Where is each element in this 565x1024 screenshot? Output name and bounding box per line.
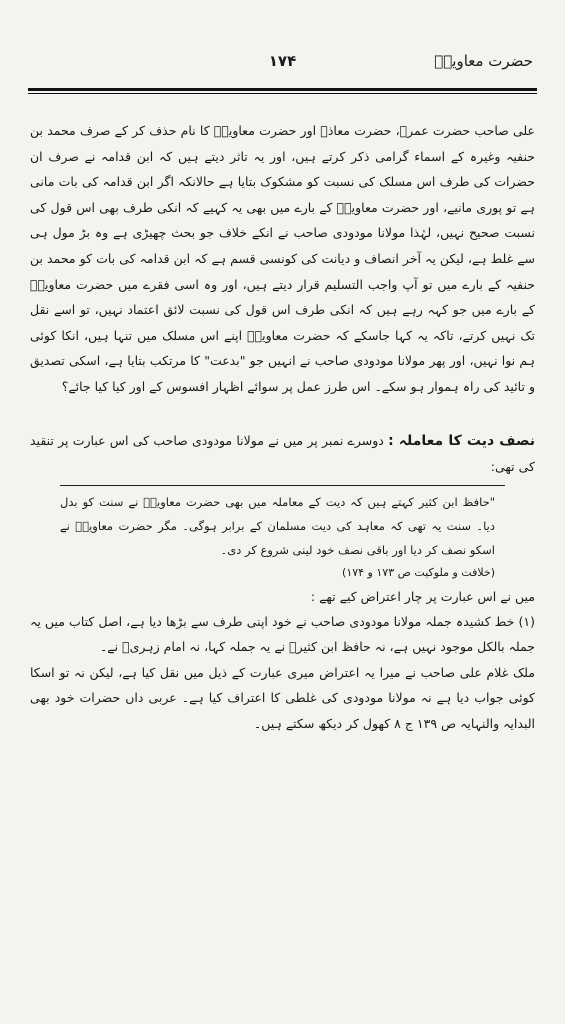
objections-intro: میں نے اس عبارت پر چار اعتراض کیے تھے : xyxy=(310,588,535,604)
block-quote: "حافظ ابن کثیر کہتے ہیں کہ دیت کے معاملہ میں بھی حضرت معاویہؓ نے سنت کو بدل دیا۔ سنت یہ تھی کہ معاہد کی دیت مسلمان کے برابر ہوگی۔ مگر حضرت معاویہؓ نے اسکو نصف کر دیا اور باقی نصف خود لینی شروع کر دی۔ xyxy=(60,494,495,557)
running-title: حضرت معاویہؓ xyxy=(434,52,533,70)
quote-source: (خلافت و ملوکیت ص ۱۷۳ و ۱۷۴) xyxy=(342,565,495,579)
quote-rule xyxy=(60,485,505,486)
page-number: ۱۷۴ xyxy=(268,52,297,70)
paragraph: ملک غلام علی صاحب نے میرا یہ اعتراض میری عبارت کے ذیل میں نقل کیا ہے، لیکن نہ تو اسکا کوئی جواب دیا ہے نہ مولانا مودودی کی غلطی کا اعتراف کیا ہے۔ عربی داں حضرات خود بھی البدایہ والنہایہ ص ۱۳۹ ج ۸ کھول کر دیکھ سکتے ہیں۔ xyxy=(30,664,535,731)
header-rule-thin xyxy=(28,93,537,94)
paragraph: علی صاحب حضرت عمرؓ، حضرت معاذؓ اور حضرت معاویہؓ کا نام حذف کر کے صرف محمد بن حنفیہ وغیرہ کے اسماء گرامی ذکر کرتے ہیں، اور یہ تاثر دیتے ہیں کہ ابن قدامہ نے صرف ان حضرات کی طرف اس مسلک کی نسبت کو مشکوک بتایا ہے حالانکہ اگر ابن قدامہ کی بات مانی ہے تو پوری مانیے، اور حضرت معاویہؓ کے بارے میں بھی یہ کہیے کہ انکی طرف بھی اس قول کی نسبت صحیح نہیں، لہٰذا مولانا مودودی صاحب نے انکے خلاف جو بحث چھیڑی ہے وہ بڑ مول ہی سے غلط ہے، لیکن یہ آخر انصاف و دیانت کی کونسی قسم ہے کہ ابن قدامہ کی بات کو محمد بن حنفیہ کے بارے میں تو آپ واجب التسلیم قرار دیتے ہیں، اور وہ اسی فقرے میں حضرت معاویہؓ کے بارے میں جو کہہ رہے ہیں کہ انکی طرف اس قول کی نسبت لائق اعتماد نہیں، تو اسے نقل تک نہیں کرتے، تاکہ یہ کہا جاسکے کہ حضرت معاویہؓ اپنے اس مسلک میں تنہا ہیں، انکا کوئی ہم نوا نہیں، اور پھر مولانا مودودی صاحب نے انہیں جو "بدعت" کا مرتکب بتایا ہے، اسکی تصدیق و تائید کی راہ ہموار ہو سکے۔ اس طرز عمل پر سوائے اظہار افسوس کے اور کیا کیا جائے؟ xyxy=(30,123,535,394)
objection-item: (۱) خط کشیدہ جملہ مولانا مودودی صاحب نے خود اپنی طرف سے بڑھا دیا ہے، اصل کتاب میں یہ جملہ بالکل موجود نہیں ہے، نہ حافظ ابن کثیرؒ نے یہ جملہ کہا، نہ امام زہریؒ نے۔ xyxy=(30,613,535,655)
section-heading-line xyxy=(30,428,535,479)
page-body xyxy=(30,118,535,737)
page-header xyxy=(28,52,537,92)
section-heading: نصف دیت کا معاملہ : xyxy=(388,432,535,449)
header-rule xyxy=(28,88,537,91)
section-intro: دوسرے نمبر پر میں نے مولانا مودودی صاحب کی اس عبارت پر تنقید کی تھی: xyxy=(30,432,535,474)
